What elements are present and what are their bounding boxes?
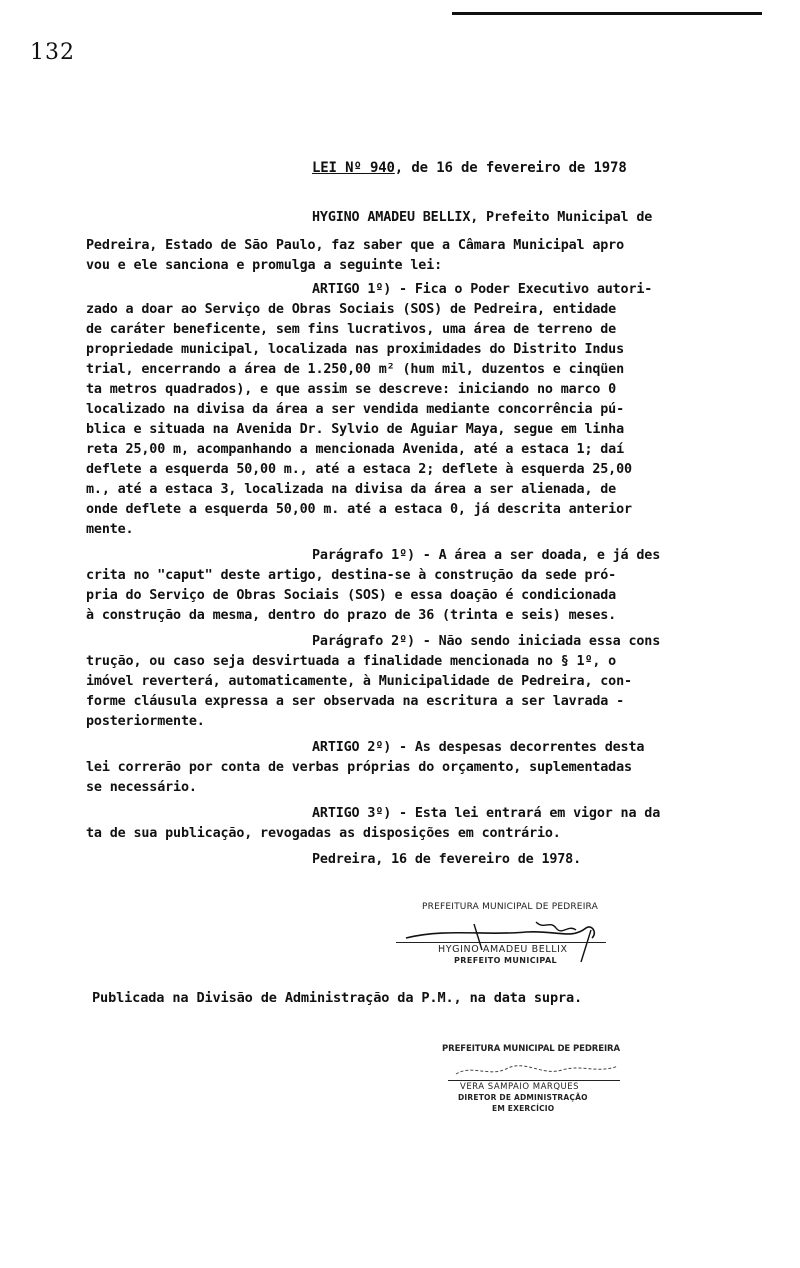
body-line: se necessário. — [86, 780, 197, 795]
law-title — [312, 160, 627, 176]
body-line: deflete a esquerda 50,00 m., até a estaca 2; deflete à esquerda 25,00 — [86, 462, 632, 477]
admin-stamp-header: PREFEITURA MUNICIPAL DE PEDREIRA — [442, 1044, 620, 1054]
mayor-signature-line — [396, 942, 606, 943]
body-line: ta metros quadrados), e que assim se descreve: iniciando no marco 0 — [86, 382, 617, 397]
body-line: blica e situada na Avenida Dr. Sylvio de Aguiar Maya, segue em linha — [86, 422, 625, 437]
mayor-stamp-header: PREFEITURA MUNICIPAL DE PEDREIRA — [422, 902, 598, 912]
body-line: Parágrafo 2º) - Não sendo iniciada essa cons — [312, 634, 661, 649]
body-line: m., até a estaca 3, localizada na divisa da área a ser alienada, de — [86, 482, 617, 497]
body-line: trial, encerrando a área de 1.250,00 m² (hum mil, duzentos e cinqüen — [86, 362, 625, 377]
body-line: ta de sua publicação, revogadas as disposições em contrário. — [86, 826, 561, 841]
admin-stamp-name: VERA SAMPAIO MARQUES — [460, 1082, 579, 1092]
body-line: imóvel reverterá, automaticamente, à Municipalidade de Pedreira, con- — [86, 674, 632, 689]
admin-stamp-status: EM EXERCÍCIO — [492, 1104, 555, 1113]
body-line: à construção da mesma, dentro do prazo de 36 (trinta e seis) meses. — [86, 608, 617, 623]
body-line: forme cláusula expressa a ser observada na escritura a ser lavrada - — [86, 694, 625, 709]
body-line: ARTIGO 2º) - As despesas decorrentes desta — [312, 740, 645, 755]
law-date: , de 16 de fevereiro de 1978 — [394, 160, 627, 176]
admin-signature-line — [448, 1080, 620, 1081]
body-line: ARTIGO 3º) - Esta lei entrará em vigor na da — [312, 806, 661, 821]
body-line: zado a doar ao Serviço de Obras Sociais (SOS) de Pedreira, entidade — [86, 302, 617, 317]
admin-stamp-role: DIRETOR DE ADMINISTRAÇÃO — [458, 1093, 588, 1102]
body-line: de caráter beneficente, sem fins lucrativos, uma área de terreno de — [86, 322, 617, 337]
body-line: ARTIGO 1º) - Fica o Poder Executivo autori- — [312, 282, 653, 297]
body-line: trução, ou caso seja desvirtuada a finalidade mencionada no § 1º, o — [86, 654, 617, 669]
top-rule — [452, 12, 762, 15]
body-line: lei correrão por conta de verbas próprias do orçamento, suplementadas — [86, 760, 632, 775]
mayor-stamp-name: HYGINO AMADEU BELLIX — [438, 944, 568, 955]
body-line: pria do Serviço de Obras Sociais (SOS) e essa doação é condicionada — [86, 588, 617, 603]
body-line: mente. — [86, 522, 134, 537]
body-line: onde deflete a esquerda 50,00 m. até a estaca 0, já descrita anterior — [86, 502, 632, 517]
body-line: vou e ele sanciona e promulga a seguinte lei: — [86, 258, 443, 273]
body-line: HYGINO AMADEU BELLIX, Prefeito Municipal de — [312, 210, 653, 225]
body-line: Pedreira, Estado de São Paulo, faz saber que a Câmara Municipal apro — [86, 238, 625, 253]
city-date: Pedreira, 16 de fevereiro de 1978. — [312, 852, 582, 867]
body-line: posteriormente. — [86, 714, 205, 729]
body-line: crita no "caput" deste artigo, destina-se à construção da sede pró- — [86, 568, 617, 583]
body-line: localizado na divisa da área a ser vendida mediante concorrência pú- — [86, 402, 625, 417]
page-number: 132 — [30, 40, 75, 65]
publication-note: Publicada na Divisão de Administração da P.M., na data supra. — [92, 990, 583, 1006]
body-line: reta 25,00 m, acompanhando a mencionada Avenida, até a estaca 1; daí — [86, 442, 625, 457]
mayor-signature-stamp — [386, 902, 626, 966]
body-line: propriedade municipal, localizada nas proximidades do Distrito Indus — [86, 342, 625, 357]
mayor-stamp-role: PREFEITO MUNICIPAL — [454, 956, 558, 965]
law-number: LEI Nº 940 — [312, 160, 395, 176]
admin-signature-stamp — [442, 1044, 632, 1124]
body-line: Parágrafo 1º) - A área a ser doada, e já des — [312, 548, 661, 563]
